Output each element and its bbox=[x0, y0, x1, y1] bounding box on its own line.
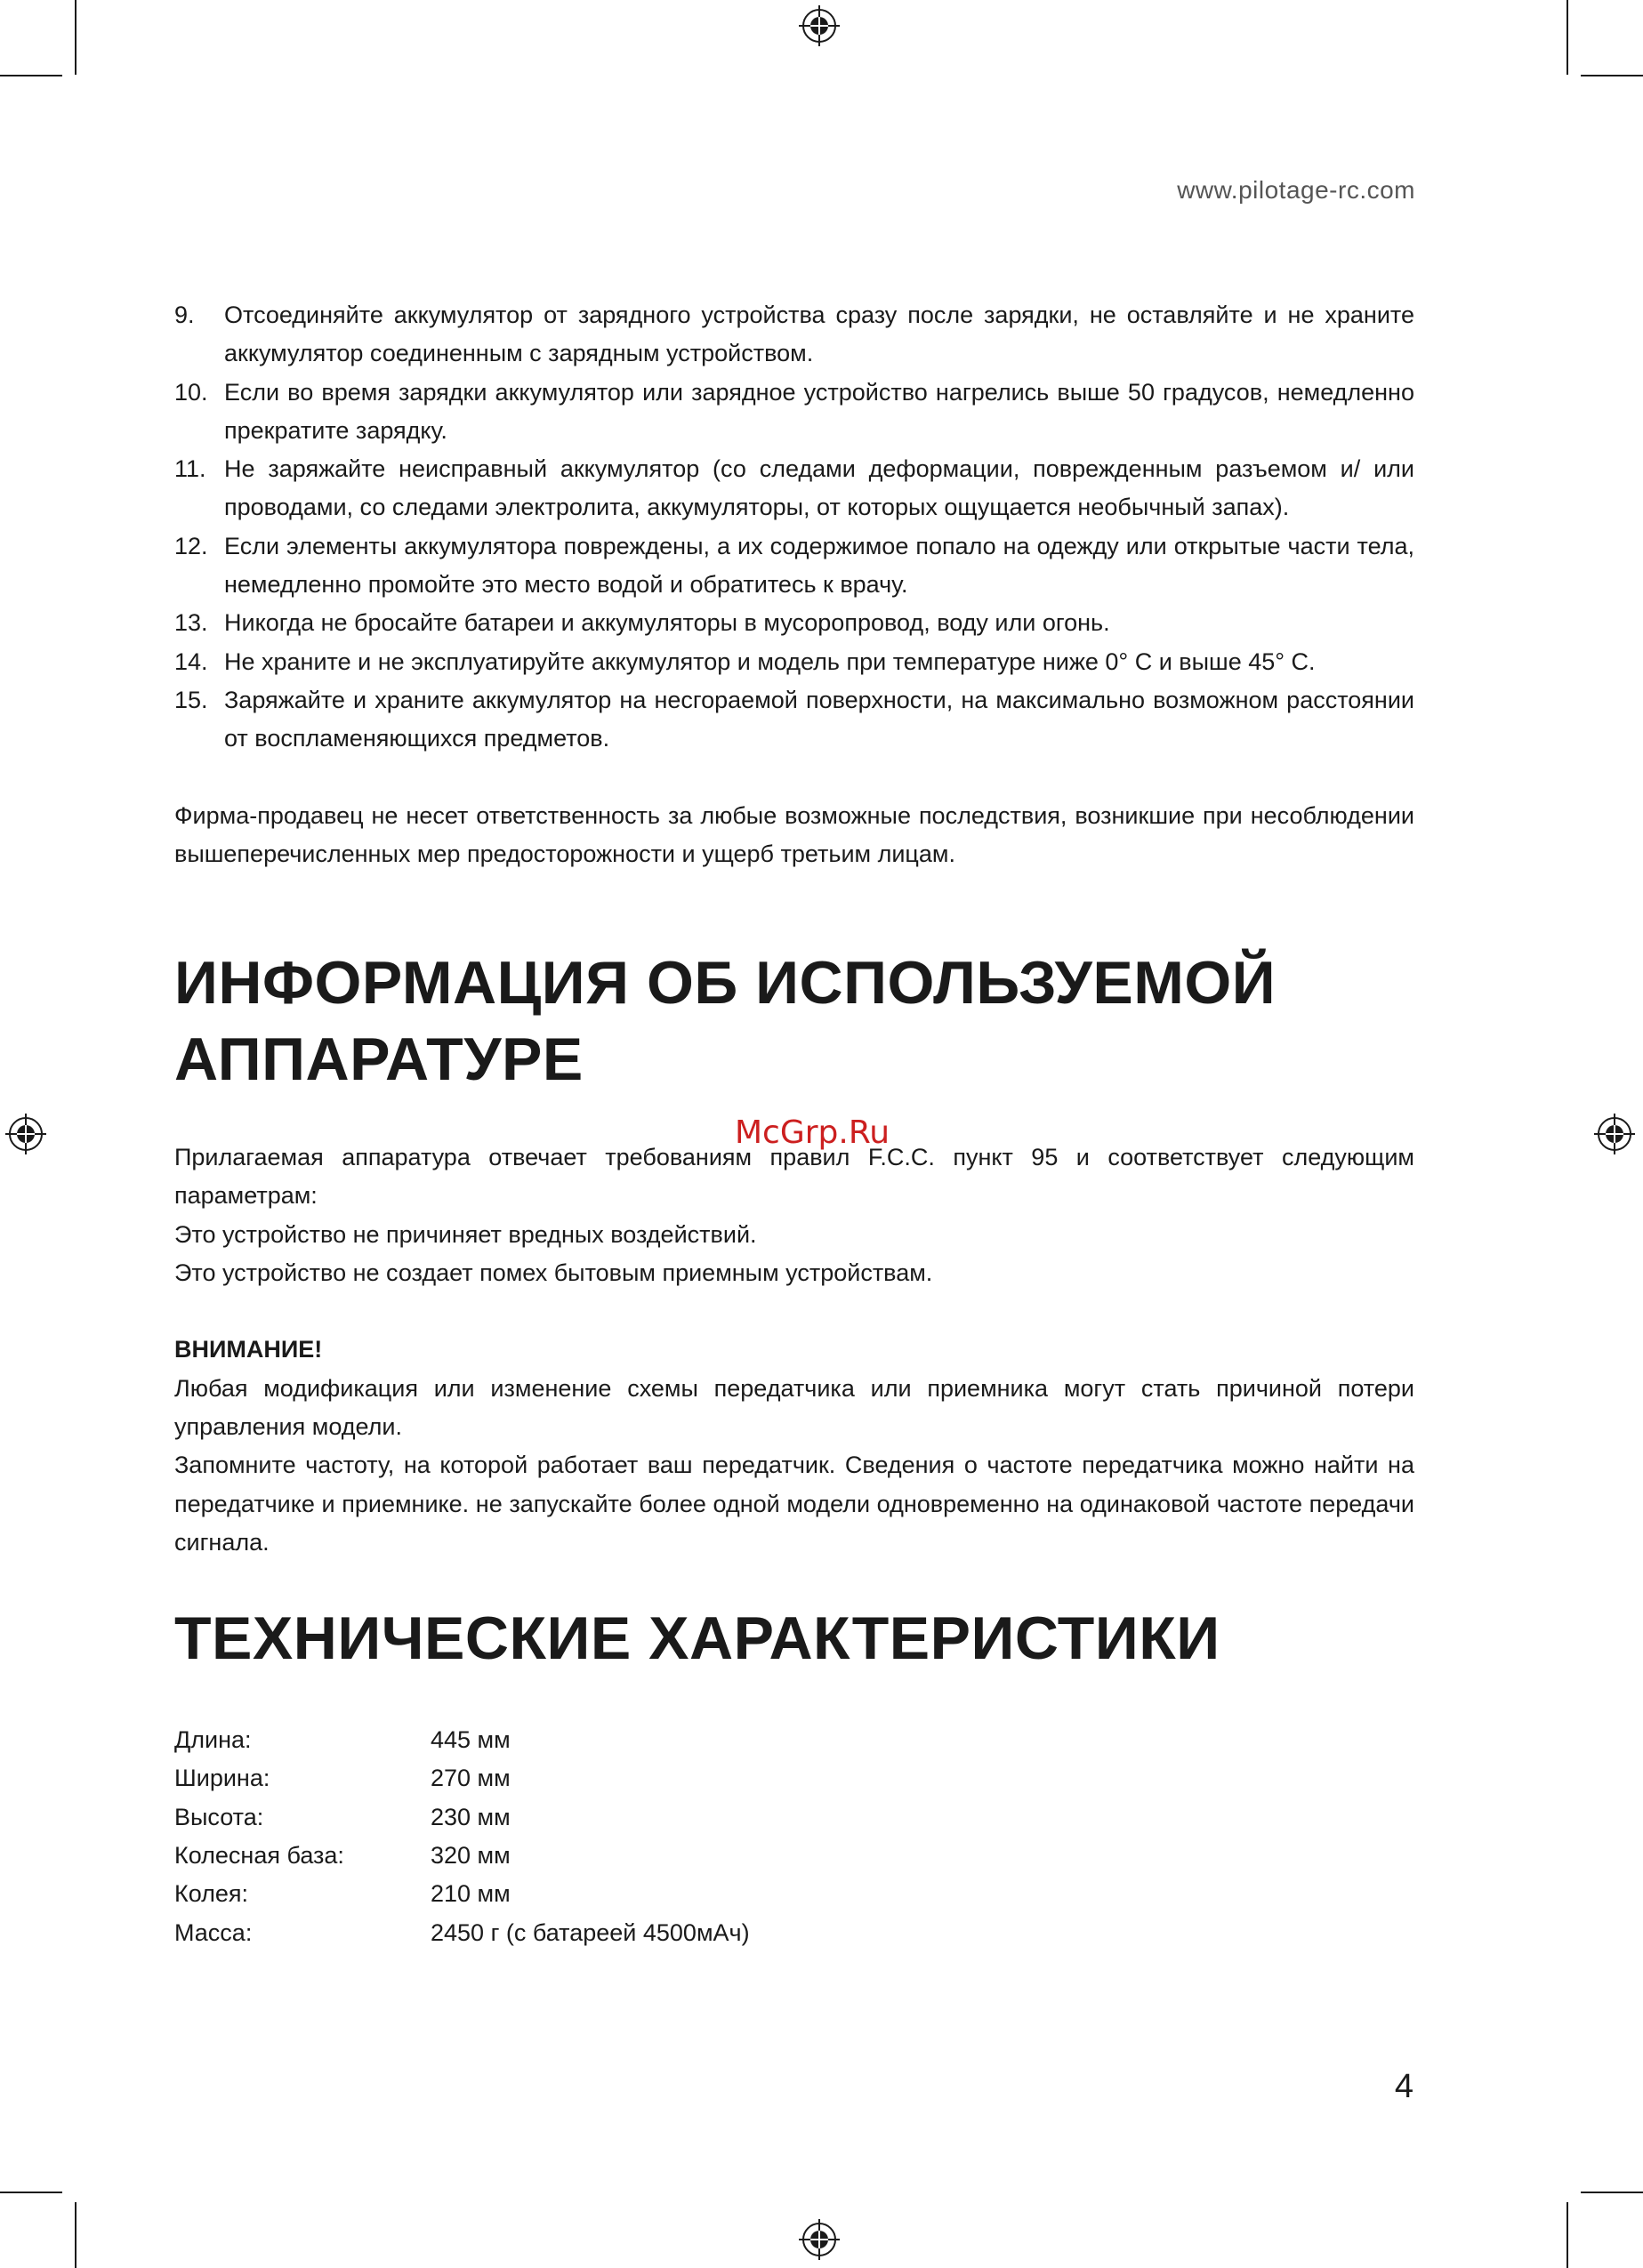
list-item-text: Если во время зарядки аккумулятор или зарядное устройство нагрелись выше 50 градусов, немедленно прекратите зарядку. bbox=[224, 378, 1414, 444]
equipment-line: Это устройство не создает помех бытовым приемным устройствам. bbox=[174, 1259, 933, 1287]
spec-label: Длина: bbox=[174, 1726, 252, 1754]
spec-label: Высота: bbox=[174, 1803, 264, 1830]
crop-mark bbox=[1566, 2202, 1568, 2268]
list-item-number: 15. bbox=[174, 686, 208, 713]
warning-text: Любая модификация или изменение схемы передатчика или приемника могут стать причиной потери управления модели. bbox=[174, 1374, 1414, 1440]
equipment-heading: ИНФОРМАЦИЯ ОБ ИСПОЛЬЗУЕМОЙ АППАРАТУРЕ bbox=[174, 949, 1277, 1094]
warning-title: ВНИМАНИЕ! bbox=[174, 1336, 323, 1363]
table-row bbox=[174, 1798, 1414, 1837]
specs-table bbox=[174, 1721, 1414, 1952]
registration-mark-icon bbox=[799, 2219, 840, 2260]
table-row bbox=[174, 1759, 1414, 1798]
crop-mark bbox=[1581, 75, 1643, 76]
list-item-text: Никогда не бросайте батареи и аккумуляторы в мусоропровод, воду или огонь. bbox=[224, 609, 1110, 637]
spec-value: 445 мм bbox=[431, 1726, 511, 1754]
list-item bbox=[174, 643, 1414, 681]
spec-value: 2450 г (с батареей 4500мАч) bbox=[431, 1918, 750, 1946]
specs-heading: ТЕХНИЧЕСКИЕ ХАРАКТЕРИСТИКИ bbox=[174, 1604, 1220, 1673]
list-item-text: Заряжайте и храните аккумулятор на несгораемой поверхности, на максимально возможном расстоянии от воспламеняющихся предметов. bbox=[224, 686, 1414, 752]
list-item-number: 13. bbox=[174, 609, 208, 637]
website-url: www.pilotage-rc.com bbox=[1177, 176, 1415, 204]
crop-mark bbox=[75, 0, 77, 75]
spec-label: Колесная база: bbox=[174, 1842, 344, 1870]
list-item-text: Если элементы аккумулятора повреждены, а их содержимое попало на одежду или открытые части тела, немедленно промойте это место водой и обратитесь к врачу. bbox=[224, 532, 1414, 599]
disclaimer-text: Фирма-продавец не несет ответственность за любые возможные последствия, возникшие при несоблюдении вышеперечисленных мер предосторожности и ущерб третьим лицам. bbox=[174, 801, 1414, 867]
spec-label: Масса: bbox=[174, 1918, 253, 1946]
table-row bbox=[174, 1721, 1414, 1759]
crop-mark bbox=[75, 2202, 77, 2268]
table-row bbox=[174, 1914, 1414, 1952]
list-item-number: 14. bbox=[174, 647, 208, 675]
crop-mark bbox=[0, 2192, 62, 2193]
list-item bbox=[174, 527, 1414, 605]
crop-mark bbox=[0, 75, 62, 76]
equipment-line: Это устройство не причиняет вредных воздействий. bbox=[174, 1220, 757, 1248]
safety-rules-list bbox=[174, 296, 1414, 759]
spec-value: 320 мм bbox=[431, 1842, 511, 1870]
registration-mark-icon bbox=[799, 5, 840, 46]
table-row bbox=[174, 1837, 1414, 1875]
list-item-number: 12. bbox=[174, 532, 208, 559]
equipment-section bbox=[174, 1138, 1414, 1562]
spec-value: 270 мм bbox=[431, 1765, 511, 1792]
list-item bbox=[174, 450, 1414, 527]
spec-label: Колея: bbox=[174, 1880, 249, 1908]
spec-label: Ширина: bbox=[174, 1765, 270, 1792]
table-row bbox=[174, 1875, 1414, 1913]
list-item bbox=[174, 296, 1414, 374]
crop-mark bbox=[1581, 2192, 1643, 2193]
registration-mark-icon bbox=[5, 1114, 46, 1154]
warning-text: Запомните частоту, на которой работает ваш передатчик. Сведения о частоте передатчика можно найти на передатчике и приемнике. не запускайте более одной модели одновременно на одинаковой частоте передачи сигнала. bbox=[174, 1452, 1414, 1556]
page-number: 4 bbox=[1394, 2068, 1413, 2105]
list-item-number: 9. bbox=[174, 302, 195, 328]
watermark: McGrp.Ru bbox=[735, 1114, 890, 1151]
crop-mark bbox=[1566, 0, 1568, 75]
list-item-text: Не заряжайте неисправный аккумулятор (со следами деформации, поврежденным разъемом и/ или проводами, со следами электролита, аккумуляторы, от которых ощущается необычный запах). bbox=[224, 455, 1414, 521]
list-item-text: Отсоединяйте аккумулятор от зарядного устройства сразу после зарядки, не оставляйте и не храните аккумулятор соединенным с зарядным устройством. bbox=[224, 302, 1414, 367]
spec-value: 230 мм bbox=[431, 1803, 511, 1830]
list-item-number: 11. bbox=[174, 455, 206, 483]
list-item bbox=[174, 681, 1414, 759]
list-item bbox=[174, 374, 1414, 451]
list-item-text: Не храните и не эксплуатируйте аккумулятор и модель при температуре ниже 0° С и выше 45° С. bbox=[224, 647, 1316, 675]
equipment-intro: Прилагаемая аппаратура отвечает требованиям правил F.C.C. пункт 95 и соответствует следующим параметрам: bbox=[174, 1144, 1414, 1210]
list-item-number: 10. bbox=[174, 378, 208, 406]
spec-value: 210 мм bbox=[431, 1880, 511, 1908]
registration-mark-icon bbox=[1594, 1114, 1635, 1154]
list-item bbox=[174, 604, 1414, 642]
